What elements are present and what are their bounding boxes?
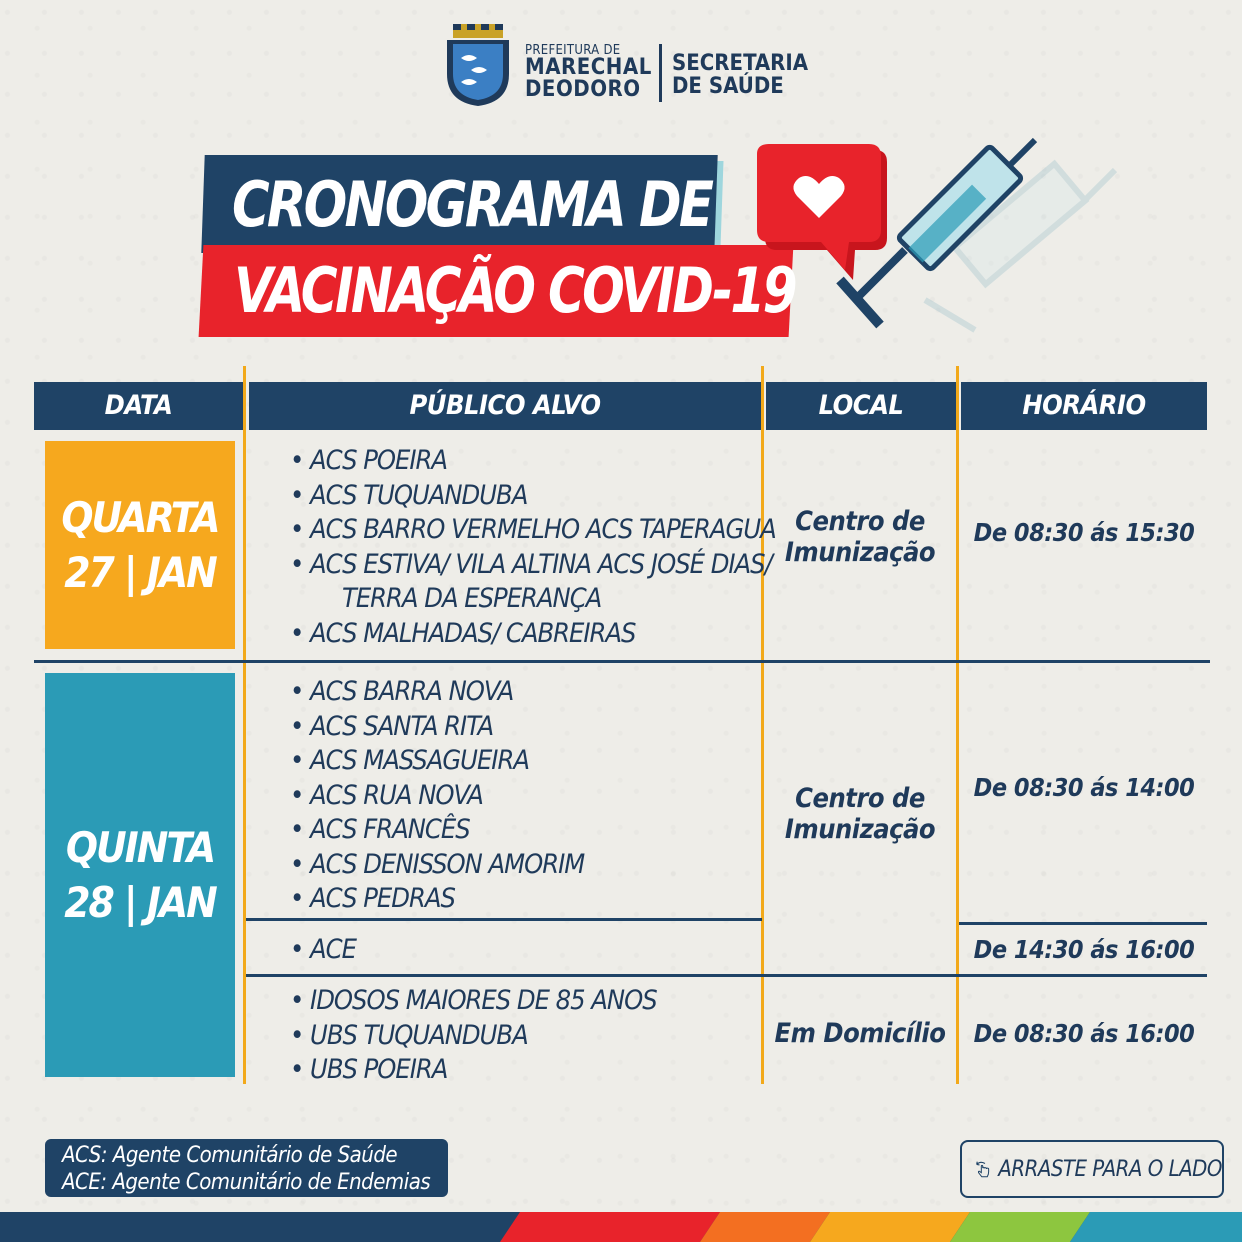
list-item: • ACS ESTIVA/ VILA ALTINA ACS JOSÉ DIAS/ [290, 548, 776, 583]
list-item: • ACS SANTA RITA [290, 710, 584, 745]
list-item: • ACS BARRO VERMELHO ACS TAPERAGUA [290, 513, 776, 548]
day2-group1-local [763, 783, 957, 845]
header-publico-alvo: PÚBLICO ALVO [249, 382, 761, 430]
list-item: • ACS FRANCÊS [290, 813, 584, 848]
day1-horario: De 08:30 ás 15:30 [973, 518, 1195, 547]
day-quarta-box [45, 441, 235, 649]
list-item: TERRA DA ESPERANÇA [342, 583, 602, 614]
swipe-hint-button[interactable] [960, 1140, 1224, 1198]
day2-group3-local: Em Domicílio [774, 1018, 946, 1049]
list-item: • ACS MALHADAS/ CABREIRAS [290, 617, 776, 652]
day1-local [763, 506, 957, 568]
header-local: LOCAL [766, 382, 956, 430]
day2-group1-local-line1: Centro de [795, 783, 925, 814]
list-item: • ACS MASSAGUEIRA [290, 744, 584, 779]
city-crest-icon [443, 22, 513, 108]
heart-syringe-illustration-icon [745, 130, 1135, 350]
list-item: • ACE [290, 933, 356, 968]
secretaria-line1: SECRETARIA [672, 51, 809, 76]
day2-group2-list [290, 933, 356, 968]
day1-local-line2: Imunização [784, 537, 936, 568]
row-divider [246, 918, 762, 921]
secretaria-line2: DE SAÚDE [672, 74, 784, 100]
day2-group1-local-line2: Imunização [784, 814, 936, 845]
day2-group3-list [290, 984, 657, 1088]
logo-line2: DEODORO [525, 77, 641, 102]
day1-weekday: QUARTA [61, 492, 219, 542]
day2-group1-horario: De 08:30 ás 14:00 [973, 773, 1195, 802]
day1-publico-list [290, 444, 776, 651]
row-divider [246, 974, 1207, 977]
list-item: • ACS PEDRAS [290, 882, 584, 917]
list-item: • UBS TUQUANDUBA [290, 1019, 657, 1054]
legend-acs: ACS: Agente Comunitário de Saúde [62, 1143, 398, 1168]
day1-local-line1: Centro de [795, 506, 925, 537]
list-item: • ACS RUA NOVA [290, 779, 584, 814]
row-divider [34, 660, 1210, 663]
legend-ace: ACE: Agente Comunitário de Endemias [62, 1170, 431, 1195]
title-line1: CRONOGRAMA DE [232, 168, 712, 241]
header-horario: HORÁRIO [961, 382, 1207, 430]
day2-group2-horario: De 14:30 ás 16:00 [973, 935, 1195, 964]
swipe-hand-icon [974, 1149, 992, 1189]
list-item: • ACS DENISSON AMORIM [290, 848, 584, 883]
logo-divider [659, 44, 662, 102]
list-item: • UBS POEIRA [290, 1053, 657, 1088]
list-item: • IDOSOS MAIORES DE 85 ANOS [290, 984, 657, 1019]
footer-color-bar [0, 1212, 1242, 1242]
list-item: • ACS TUQUANDUBA [290, 479, 776, 514]
list-item: • ACS BARRA NOVA [290, 675, 584, 710]
swipe-label: ARRASTE PARA O LADO [998, 1156, 1222, 1182]
day2-group1-list [290, 675, 584, 917]
day2-weekday: QUINTA [65, 822, 215, 872]
header-data: DATA [34, 382, 243, 430]
day-quinta-box [45, 673, 235, 1077]
abbreviation-legend [45, 1139, 448, 1197]
logo-small-text: PREFEITURA DE [525, 43, 621, 58]
prefeitura-logo [525, 44, 655, 101]
day2-group3-horario: De 08:30 ás 16:00 [973, 1019, 1195, 1048]
title-line2: VACINAÇÃO COVID-19 [234, 254, 795, 327]
secretaria-logo [672, 52, 808, 98]
day1-date: 27 | JAN [64, 548, 216, 597]
row-divider [959, 922, 1207, 925]
logo-line1: MARECHAL [525, 55, 652, 80]
list-item: • ACS POEIRA [290, 444, 776, 479]
day2-date: 28 | JAN [64, 878, 216, 927]
